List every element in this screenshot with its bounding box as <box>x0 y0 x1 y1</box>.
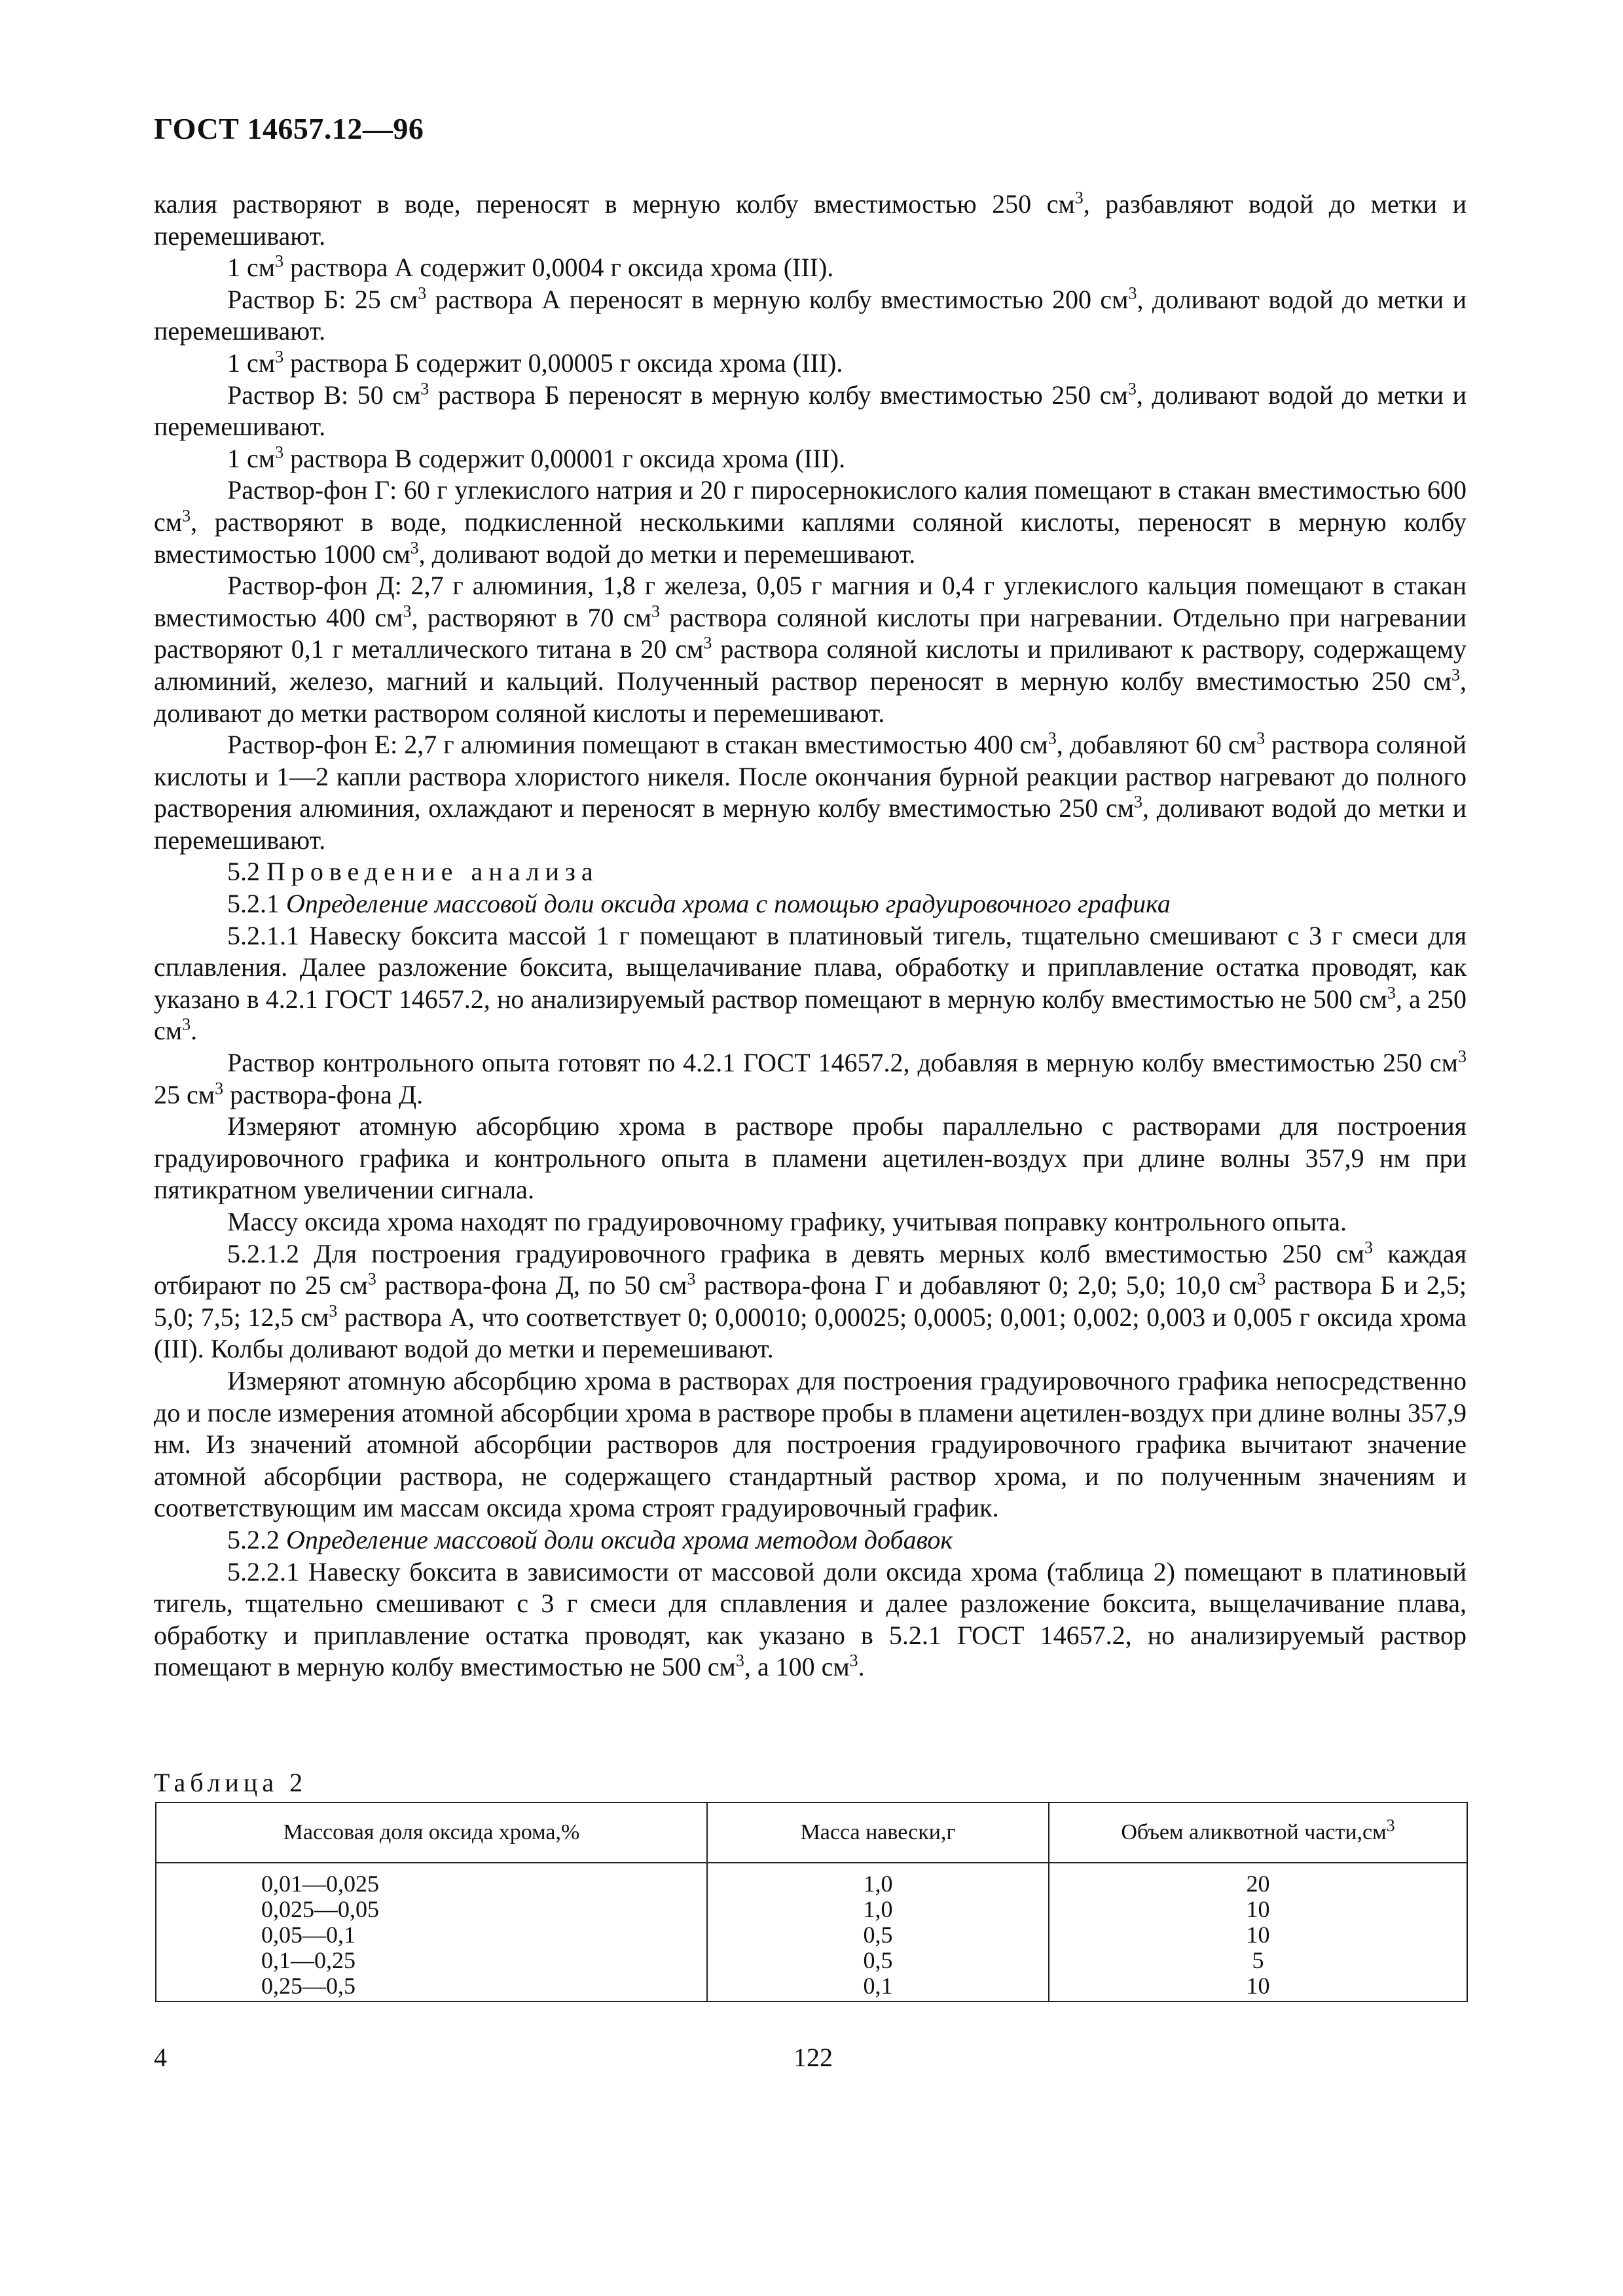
superscript: 3 <box>420 379 429 399</box>
paragraph-text: , растворяют в 70 см <box>411 602 651 632</box>
superscript: 3 <box>367 1269 376 1289</box>
superscript: 3 <box>275 251 284 271</box>
table-cell: 1,0 <box>707 1871 1049 1897</box>
superscript: 3 <box>1134 792 1143 812</box>
paragraph-text: раствора-фона Г и добавляют 0; 2,0; 5,0; 10,0 см <box>695 1270 1258 1300</box>
paragraph-text: раствора Б переносят в мерную колбу вместимостью 250 см <box>429 380 1128 410</box>
superscript: 3 <box>418 283 427 303</box>
superscript: 3 <box>687 1269 696 1289</box>
paragraph-text: , разбавляют водой до метки и перемешивают. <box>154 189 1467 251</box>
superscript: 3 <box>275 442 284 462</box>
table-header-cell <box>707 1803 1049 1863</box>
table-cell: 0,1—0,25 <box>156 1948 707 1973</box>
paragraph-block-1 <box>154 188 1467 856</box>
superscript: 3 <box>1257 1269 1266 1289</box>
table-row <box>156 1922 1467 1948</box>
paragraph-text: Раствор В: 50 см <box>227 380 421 410</box>
superscript: 3 <box>1074 188 1084 207</box>
table-cell: 10 <box>1049 1922 1467 1948</box>
table-cell: 0,025—0,05 <box>156 1897 707 1922</box>
superscript: 3 <box>1387 983 1396 1003</box>
paragraph-text: , растворяют в воде, подкисленной несколькими каплями соляной кислоты, переносят в мерную колбу вместимостью 1000 см <box>154 507 1467 569</box>
paragraph <box>154 1206 1467 1238</box>
superscript: 3 <box>1256 728 1266 748</box>
superscript: 3 <box>651 601 660 621</box>
superscript: 3 <box>735 1651 744 1670</box>
table-row <box>156 1897 1467 1922</box>
paragraph-text: раствора соляной кислоты и приливают к раствору, содержащему алюминий, железо, магний и кальций. Полученный раствор переносят в мерную колбу вместимостью 250 см <box>154 634 1467 696</box>
paragraph-text: , доливают водой до метки и перемешивают. <box>154 793 1467 855</box>
paragraph-text: 5.2.1.1 Навеску боксита массой 1 г помещают в платиновый тигель, тщательно смешивают с 3 г смеси для сплавления. Далее разложение боксита, выщелачивание плава, обработку и приплавление остатка проводят, как указано в 4.2.1 ГОСТ 14657.2, но анализируемый раствор помещают в мерную колбу вместимостью не 500 см <box>154 920 1467 1014</box>
paragraph-text: раствора соляной кислоты при нагревании. Отдельно при нагревании растворяют 0,1 г металлического титана в 20 см <box>154 602 1467 664</box>
paragraph-text: Измеряют атомную абсорбцию хрома в растворах для построения градуировочного графика непосредственно до и после измерения атомной абсорбции хрома в растворе пробы в пламени ацетилен-воздух при длине волны 357,9 нм. Из значений атомной абсорбции растворов для построения градуировочного графика вычитают значение атомной абсорбции раствора, не содержащего стандартный раствор хрома, и по полученным значениям и соответствующим им массам оксида хрома строят градуировочный график. <box>154 1365 1467 1523</box>
paragraph-text: раствора В содержит 0,00001 г оксида хрома (III). <box>283 443 846 473</box>
table-header-cell <box>156 1803 707 1863</box>
superscript: 3 <box>1127 379 1137 399</box>
paragraph-text: Раствор-фон Е: 2,7 г алюминия помещают в стакан вместимостью 400 см <box>227 730 1048 760</box>
paragraph-text: раствора А, что соответствует 0; 0,00010; 0,00025; 0,0005; 0,001; 0,002; 0,003 и 0,005 г оксида хрома (III). Колбы доливают водой до метки и перемешивают. <box>154 1302 1467 1364</box>
paragraph-block-2 <box>154 920 1467 1524</box>
superscript: 3 <box>1458 1047 1467 1066</box>
superscript: 3 <box>403 601 412 621</box>
paragraph <box>154 920 1467 1047</box>
section-title: Определение массовой доли оксида хрома методом добавок <box>286 1524 953 1554</box>
section-number: 5.2.1 <box>227 889 280 919</box>
paragraph-text: , доливают до метки раствором соляной кислоты и перемешивают. <box>154 666 1467 728</box>
superscript: 3 <box>275 347 284 367</box>
superscript: 3 <box>849 1651 858 1670</box>
table-cell: 0,1 <box>707 1973 1049 2001</box>
table-body <box>156 1863 1467 2001</box>
paragraph-text: раствора А содержит 0,0004 г оксида хрома (III). <box>283 253 834 283</box>
paragraph-block-3 <box>154 1556 1467 1683</box>
paragraph-text: 1 см <box>227 253 276 283</box>
paragraph-text: 1 см <box>227 348 276 378</box>
superscript: 3 <box>1451 665 1460 685</box>
paragraph-text: раствора Б содержит 0,00005 г оксида хрома (III). <box>283 348 843 378</box>
section-title: Проведение анализа <box>266 857 599 887</box>
section-number: 5.2 <box>227 857 260 887</box>
superscript: 3 <box>1364 1238 1373 1257</box>
paragraph-text: , доливают водой до метки и перемешивают. <box>154 380 1467 442</box>
superscript: 3 <box>182 506 191 526</box>
superscript: 3 <box>182 1015 191 1035</box>
header-text: Массовая доля оксида хрома,% <box>283 1820 580 1844</box>
paragraph <box>154 348 1467 380</box>
paragraph-text: калия растворяют в воде, переносят в мерную колбу вместимостью 250 см <box>154 189 1075 219</box>
header-text: Объем аликвотной части,см <box>1121 1820 1387 1844</box>
paragraph <box>154 1556 1467 1683</box>
table-caption: Таблица 2 <box>154 1768 308 1797</box>
table-cell: 0,05—0,1 <box>156 1922 707 1948</box>
page-number-center: 122 <box>793 2043 833 2072</box>
table-cell: 5 <box>1049 1948 1467 1973</box>
paragraph <box>154 1238 1467 1365</box>
document-header: ГОСТ 14657.12—96 <box>154 112 424 145</box>
superscript: 3 <box>1048 728 1057 748</box>
section-heading-5-2-1 <box>154 888 1467 920</box>
paragraph-text: . <box>191 1016 198 1046</box>
paragraph-text: раствора Б и 2,5; 5,0; 7,5; 12,5 см <box>154 1270 1467 1332</box>
paragraph <box>154 188 1467 252</box>
paragraph <box>154 443 1467 475</box>
section-heading-5-2 <box>154 856 1467 888</box>
paragraph <box>154 380 1467 443</box>
paragraph <box>154 284 1467 348</box>
paragraph-text: Раствор-фон Д: 2,7 г алюминия, 1,8 г железа, 0,05 г магния и 0,4 г углекислого кальция помещают в стакан вместимостью 400 см <box>154 571 1467 632</box>
table-2 <box>155 1802 1468 2002</box>
paragraph-text: 5.2.1.2 Для построения градуировочного графика в девять мерных колб вместимостью 250 см <box>227 1238 1364 1268</box>
table-cell: 1,0 <box>707 1897 1049 1922</box>
superscript: 3 <box>703 633 712 653</box>
table-cell: 0,25—0,5 <box>156 1973 707 2001</box>
table-cell: 20 <box>1049 1871 1467 1897</box>
header-superscript: 3 <box>1386 1816 1395 1835</box>
paragraph <box>154 1111 1467 1206</box>
superscript: 3 <box>329 1301 338 1321</box>
paragraph-text: Раствор контрольного опыта готовят по 4.2.1 ГОСТ 14657.2, добавляя в мерную колбу вместимостью 250 см <box>227 1048 1458 1078</box>
paragraph-text: , а 250 см <box>154 984 1467 1046</box>
paragraph-text: . <box>858 1652 865 1682</box>
paragraph-text: раствора А переносят в мерную колбу вместимостью 200 см <box>426 284 1129 314</box>
paragraph-text: , доливают водой до метки и перемешивают. <box>418 539 916 569</box>
section-heading-5-2-2 <box>154 1524 1467 1556</box>
paragraph <box>154 1365 1467 1524</box>
document-body <box>154 188 1467 1683</box>
paragraph-text: раствора-фона Д. <box>223 1079 424 1109</box>
paragraph-text: , а 100 см <box>744 1652 850 1682</box>
table-header-cell <box>1049 1803 1467 1863</box>
paragraph-text: 5.2.2.1 Навеску боксита в зависимости от массовой доли оксида хрома (таблица 2) помещают в платиновый тигель, тщательно смешивают с 3 г смеси для сплавления и далее разложение боксита, выщелачивание плава, обработку и приплавление остатка проводят, как указано в 5.2.1 ГОСТ 14657.2, но анализируемый раствор помещают в мерную колбу вместимостью не 500 см <box>154 1556 1467 1682</box>
paragraph-text: раствора-фона Д, по 50 см <box>376 1270 687 1300</box>
table-cell: 0,01—0,025 <box>156 1871 707 1897</box>
paragraph <box>154 252 1467 284</box>
superscript: 3 <box>215 1079 224 1098</box>
table-row <box>156 1871 1467 1897</box>
paragraph <box>154 729 1467 856</box>
section-number: 5.2.2 <box>227 1524 280 1554</box>
page-number-left: 4 <box>154 2043 167 2072</box>
paragraph <box>154 475 1467 570</box>
paragraph-text: , добавляют 60 см <box>1056 730 1257 760</box>
table-header-row <box>156 1803 1467 1863</box>
paragraph-text: 1 см <box>227 443 276 473</box>
paragraph-text: Массу оксида хрома находят по градуировочному графику, учитывая поправку контрольного опыта. <box>227 1207 1347 1236</box>
table-cell: 10 <box>1049 1973 1467 2001</box>
table-row <box>156 1973 1467 2001</box>
table-row <box>156 1948 1467 1973</box>
paragraph-text: Измеряют атомную абсорбцию хрома в растворе пробы параллельно с растворами для построения градуировочного графика и контрольного опыта в пламени ацетилен-воздух при длине волны 357,9 нм при пятикратном увеличении сигнала. <box>154 1111 1467 1205</box>
header-text: Масса навески,г <box>800 1820 956 1844</box>
paragraph-text: Раствор Б: 25 см <box>227 284 418 314</box>
paragraph-text: каждая отбирают по 25 см <box>154 1238 1467 1300</box>
paragraph <box>154 570 1467 729</box>
table-cell: 0,5 <box>707 1948 1049 1973</box>
paragraph-text: , доливают водой до метки и перемешивают. <box>154 284 1467 346</box>
superscript: 3 <box>1128 283 1137 303</box>
table-cell: 0,5 <box>707 1922 1049 1948</box>
paragraph <box>154 1047 1467 1111</box>
superscript: 3 <box>410 538 419 558</box>
table-cell: 10 <box>1049 1897 1467 1922</box>
paragraph-text: Раствор-фон Г: 60 г углекислого натрия и 20 г пиросернокислого калия помещают в стакан вместимостью 600 см <box>154 475 1467 537</box>
section-title: Определение массовой доли оксида хрома с помощью градуировочного графика <box>286 889 1171 919</box>
paragraph-text: 25 см <box>154 1079 215 1109</box>
paragraph-text: раствора соляной кислоты и 1—2 капли раствора хлористого никеля. После окончания бурной реакции раствор нагревают до полного растворения алюминия, охлаждают и переносят в мерную колбу вместимостью 250 см <box>154 730 1467 823</box>
